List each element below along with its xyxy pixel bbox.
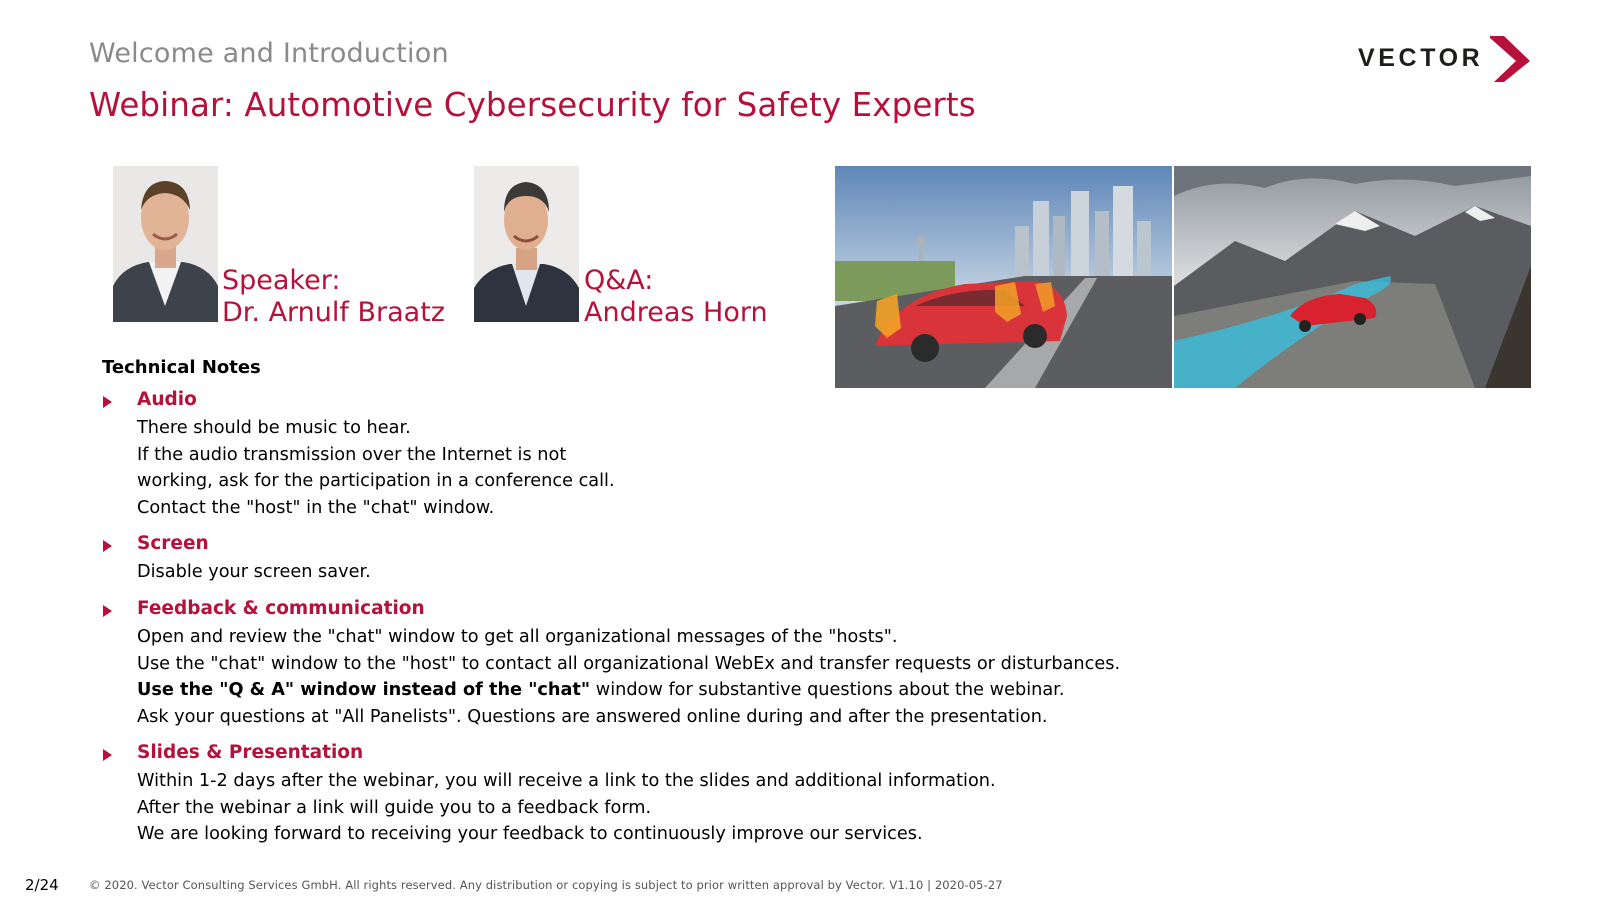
speaker-photo (113, 166, 218, 322)
section-line: Use the "chat" window to the "host" to contact all organizational WebEx and transfer requests or disturbances. (137, 653, 1121, 674)
section-line: There should be music to hear. (137, 418, 411, 438)
qa-name: Andreas Horn (584, 297, 768, 328)
section-line: After the webinar a link will guide you to a feedback form. (137, 797, 652, 818)
qa-label (584, 265, 768, 329)
section-line: Open and review the "chat" window to get all organizational messages of the "hosts". (137, 627, 898, 647)
section-line: We are looking forward to receiving your feedback to continuously improve our services. (137, 824, 923, 844)
slide-title: Webinar: Automotive Cybersecurity for Safety Experts (89, 86, 976, 124)
logo-text: VECTOR (1358, 44, 1484, 72)
notes-section-feedback (102, 598, 1302, 730)
qa-photo (474, 166, 579, 322)
section-title: Screen (137, 533, 209, 554)
section-line-bold (137, 677, 1302, 704)
section-line: Ask your questions at "All Panelists". Questions are answered online during and after the presentation. (137, 706, 1048, 727)
bullet-triangle-icon (103, 540, 112, 552)
notes-section-screen (102, 533, 1302, 586)
section-line: If the audio transmission over the Internet is not (137, 444, 567, 465)
speaker-label (222, 265, 445, 329)
section-title: Slides & Presentation (137, 742, 364, 763)
qa-role: Q&A: (584, 265, 654, 296)
technical-notes-heading: Technical Notes (102, 357, 261, 378)
vector-logo (1358, 36, 1530, 82)
copyright-footer: © 2020. Vector Consulting Services GmbH. All rights reserved. Any distribution or copying is subject to prior written approval by Vector. V1.10 | 2020-05-27 (89, 878, 1003, 892)
regular-text: window for substantive questions about the webinar. (590, 680, 1065, 700)
page-number: 2/24 (25, 876, 59, 894)
section-line: Contact the "host" in the "chat" window. (137, 497, 495, 518)
speaker-name: Dr. Arnulf Braatz (222, 297, 445, 328)
section-title: Feedback & communication (137, 598, 425, 619)
bullet-triangle-icon (103, 605, 112, 617)
slide-subtitle: Welcome and Introduction (89, 38, 449, 69)
section-title: Audio (137, 389, 197, 410)
bold-text: Use the "Q & A" window instead of the "chat" (137, 680, 591, 700)
logo-chevron-icon (1490, 36, 1530, 82)
section-line: working, ask for the participation in a conference call. (137, 471, 615, 491)
speaker-role: Speaker: (222, 265, 341, 296)
bullet-triangle-icon (103, 749, 112, 761)
section-line: Within 1-2 days after the webinar, you will receive a link to the slides and additional information. (137, 771, 996, 791)
bullet-triangle-icon (103, 396, 112, 408)
notes-section-slides (102, 742, 1302, 848)
notes-section-audio (102, 389, 1302, 521)
automotive-banner-image (835, 166, 1531, 388)
section-line: Disable your screen saver. (137, 562, 371, 582)
